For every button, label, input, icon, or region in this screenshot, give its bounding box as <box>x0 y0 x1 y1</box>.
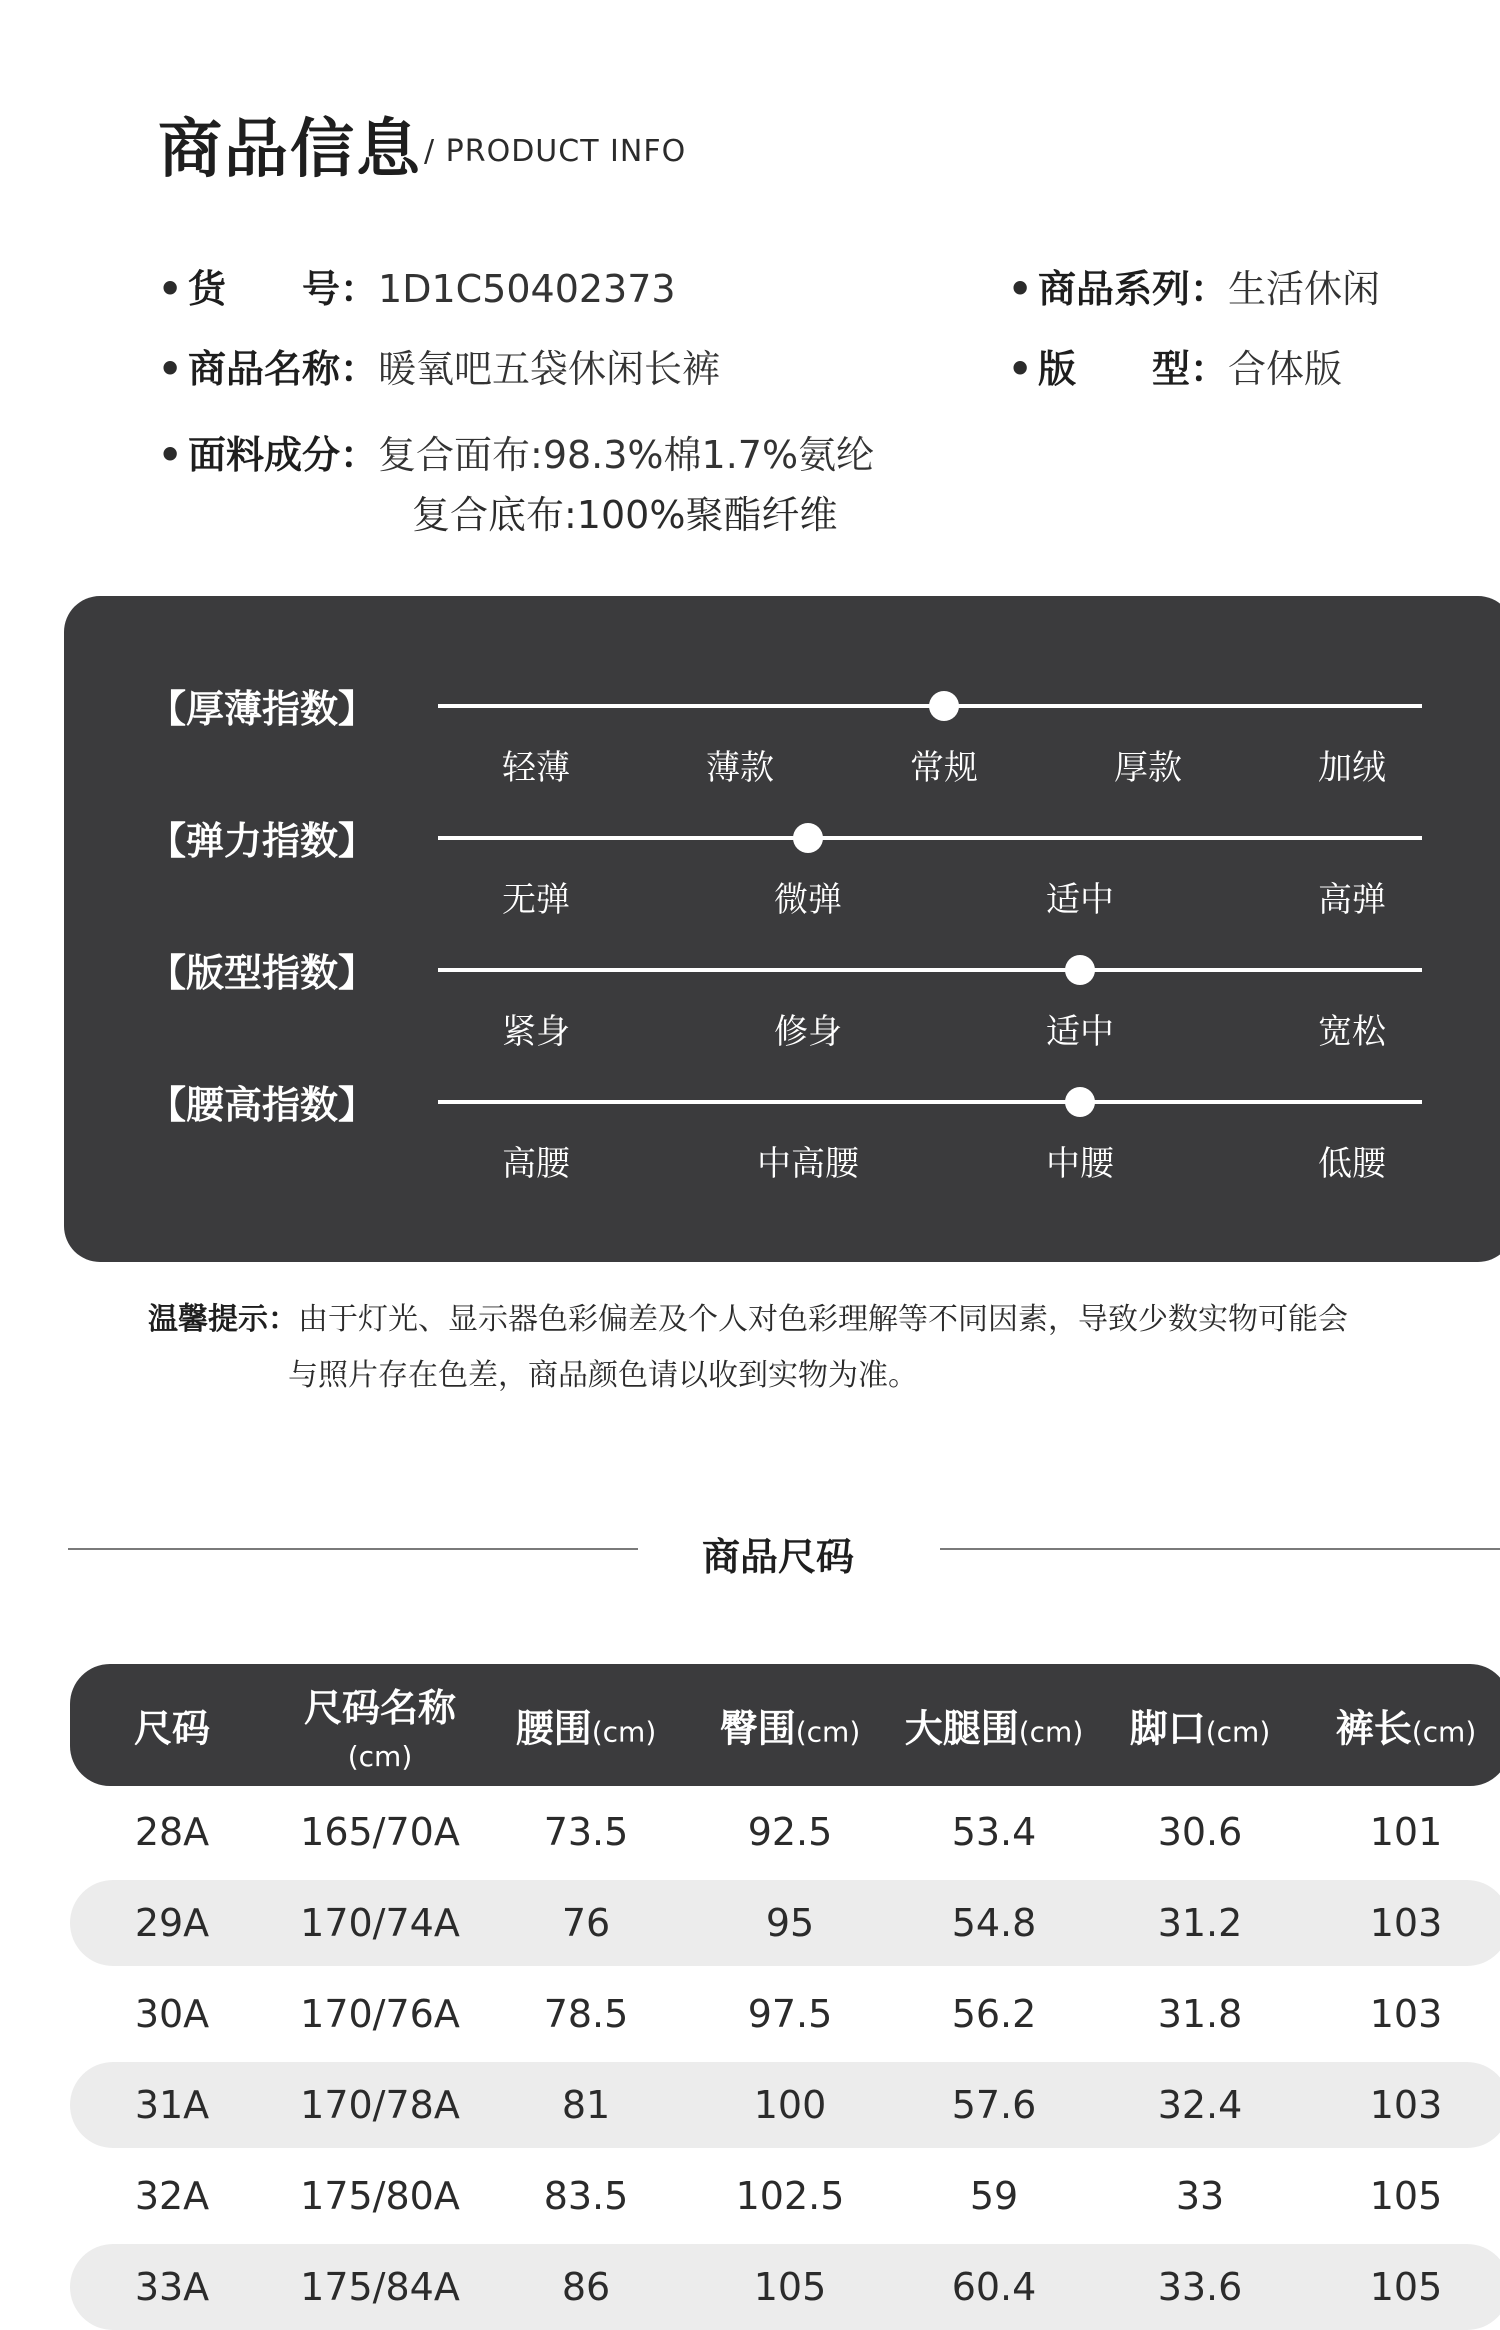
indicator-label: 【腰高指数】 <box>148 1083 377 1127</box>
indicator-option: 薄款 <box>706 748 774 788</box>
indicator-option: 加绒 <box>1318 748 1386 788</box>
indicator-option: 轻薄 <box>502 748 570 788</box>
page-subtitle: / PRODUCT INFO <box>424 134 687 169</box>
info-fabric <box>158 424 874 479</box>
section-divider-left <box>68 1548 638 1550</box>
item-no-value: 1D1C50402373 <box>378 267 676 311</box>
table-header-cell: 尺码 <box>133 1706 211 1751</box>
indicator-option: 无弹 <box>502 880 570 920</box>
indicator-option: 修身 <box>774 1012 842 1052</box>
indicator-option: 微弹 <box>774 880 842 920</box>
indicator-label: 【版型指数】 <box>148 951 377 995</box>
table-cell: 170/74A <box>300 1901 460 1945</box>
name-value: 暖氧吧五袋休闲长裤 <box>378 347 721 391</box>
indicator-option: 常规 <box>910 748 978 788</box>
notice-label: 温馨提示： <box>148 1302 298 1337</box>
table-cell: 32.4 <box>1157 2083 1243 2127</box>
table-header-cell: 腰围(cm) <box>515 1706 657 1751</box>
fabric-label: 面料成分： <box>188 433 379 477</box>
table-cell: 83.5 <box>543 2174 629 2218</box>
indicator-track <box>438 1100 1422 1104</box>
indicator-label: 【厚薄指数】 <box>148 687 377 731</box>
indicator-knob <box>1065 1087 1095 1117</box>
bullet: • <box>158 347 183 391</box>
table-cell: 30A <box>134 1992 210 2036</box>
indicator-knob <box>1065 955 1095 985</box>
table-cell: 31.8 <box>1157 1992 1243 2036</box>
table-cell: 76 <box>561 1901 611 1945</box>
fit-label: 版 型： <box>1038 347 1229 391</box>
table-cell: 101 <box>1369 1810 1443 1854</box>
table-header-cell: 大腿围(cm) <box>904 1706 1084 1751</box>
name-label: 商品名称： <box>188 347 379 391</box>
table-cell: 170/78A <box>300 2083 460 2127</box>
indicator-knob <box>929 691 959 721</box>
table-cell: 165/70A <box>300 1810 460 1854</box>
bullet: • <box>1008 347 1033 391</box>
table-cell: 60.4 <box>951 2265 1037 2309</box>
table-cell: 33A <box>134 2265 210 2309</box>
table-cell: 29A <box>134 1901 210 1945</box>
table-cell: 102.5 <box>735 2174 845 2218</box>
table-cell: 97.5 <box>747 1992 833 2036</box>
indicator-option: 紧身 <box>502 1012 570 1052</box>
table-cell: 105 <box>753 2265 827 2309</box>
table-cell: 33 <box>1175 2174 1225 2218</box>
table-cell: 30.6 <box>1157 1810 1243 1854</box>
table-cell: 31.2 <box>1157 1901 1243 1945</box>
indicator-option: 中高腰 <box>757 1144 859 1184</box>
info-series <box>1008 258 1380 313</box>
table-cell: 105 <box>1369 2265 1443 2309</box>
indicator-option: 中腰 <box>1046 1144 1114 1184</box>
indicator-track <box>438 836 1422 840</box>
indicator-option: 高腰 <box>502 1144 570 1184</box>
table-cell: 56.2 <box>951 1992 1037 2036</box>
table-cell: 92.5 <box>747 1810 833 1854</box>
indicator-option: 厚款 <box>1114 748 1182 788</box>
table-cell: 175/84A <box>300 2265 460 2309</box>
bullet: • <box>1008 267 1033 311</box>
notice-text-2: 与照片存在色差，商品颜色请以收到实物为准。 <box>288 1358 918 1393</box>
info-fit <box>1008 338 1342 393</box>
indicator-track <box>438 968 1422 972</box>
table-cell: 31A <box>134 2083 210 2127</box>
table-cell: 54.8 <box>951 1901 1037 1945</box>
indicator-label: 【弹力指数】 <box>148 819 377 863</box>
indicator-option: 低腰 <box>1318 1144 1386 1184</box>
table-header-cell: 脚口(cm) <box>1129 1706 1271 1751</box>
indicator-option: 宽松 <box>1318 1012 1386 1052</box>
table-cell: 170/76A <box>300 1992 460 2036</box>
size-section-title: 商品尺码 <box>702 1535 855 1579</box>
table-cell: 32A <box>134 2174 210 2218</box>
table-cell: 175/80A <box>300 2174 460 2218</box>
bullet: • <box>158 267 183 311</box>
table-header-cell: 裤长(cm) <box>1335 1706 1477 1751</box>
notice-text-1: 由于灯光、显示器色彩偏差及个人对色彩理解等不同因素，导致少数实物可能会 <box>298 1302 1348 1337</box>
table-cell: 59 <box>969 2174 1019 2218</box>
indicator-option: 适中 <box>1046 880 1114 920</box>
table-cell: 103 <box>1369 1992 1443 2036</box>
series-label: 商品系列： <box>1038 267 1229 311</box>
indicator-option: 适中 <box>1046 1012 1114 1052</box>
indicator-option: 高弹 <box>1318 880 1386 920</box>
table-cell: 53.4 <box>951 1810 1037 1854</box>
table-cell: 33.6 <box>1157 2265 1243 2309</box>
table-header-cell: 臀围(cm) <box>719 1706 861 1751</box>
table-header-cell: 尺码名称 (cm) <box>303 1686 457 1773</box>
table-cell: 73.5 <box>543 1810 629 1854</box>
bullet: • <box>158 433 183 477</box>
table-cell: 28A <box>134 1810 210 1854</box>
table-cell: 86 <box>561 2265 611 2309</box>
table-cell: 103 <box>1369 2083 1443 2127</box>
table-cell: 95 <box>765 1901 815 1945</box>
item-no-label: 货 号： <box>188 267 379 311</box>
info-item-no <box>158 258 676 313</box>
notice-line-1 <box>148 1292 1348 1348</box>
fabric-value-2: 复合底布:100%聚酯纤维 <box>412 493 838 537</box>
table-cell: 81 <box>561 2083 611 2127</box>
table-cell: 78.5 <box>543 1992 629 2036</box>
indicator-knob <box>793 823 823 853</box>
fit-value: 合体版 <box>1228 347 1343 391</box>
section-divider-right <box>940 1548 1500 1550</box>
fabric-value-1: 复合面布:98.3%棉1.7%氨纶 <box>378 433 875 477</box>
table-cell: 103 <box>1369 1901 1443 1945</box>
info-name <box>158 338 720 393</box>
series-value: 生活休闲 <box>1228 267 1381 311</box>
page-title: 商品信息 <box>158 113 422 187</box>
table-cell: 105 <box>1369 2174 1443 2218</box>
table-cell: 100 <box>753 2083 827 2127</box>
table-cell: 57.6 <box>951 2083 1037 2127</box>
